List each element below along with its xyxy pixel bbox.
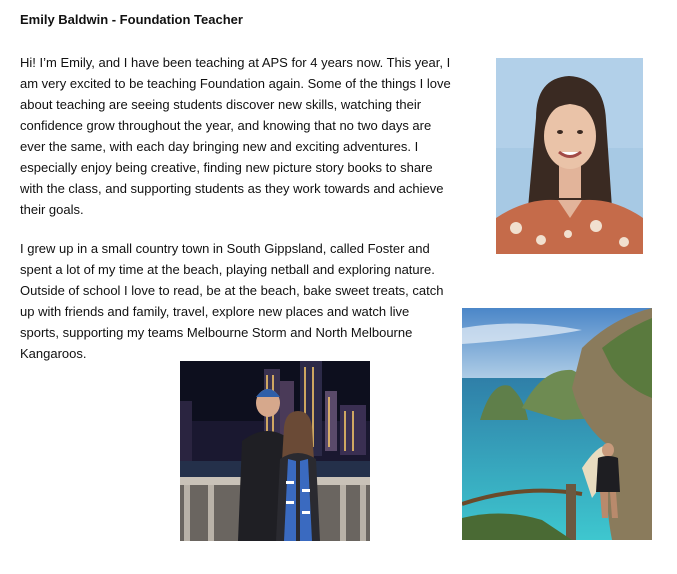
page-title: Emily Baldwin - Foundation Teacher: [20, 12, 243, 27]
paragraph-line: about teaching are seeing students discover new skills, watching their: [20, 97, 422, 112]
paragraph-line: spent a lot of my time at the beach, playing netball and exploring nature.: [20, 262, 435, 277]
city-couple-photo: [180, 361, 370, 541]
paragraph-line: with the class, and supporting students as they work towards and achieve: [20, 181, 444, 196]
paragraph-line: up with friends and family, travel, explore new places and watch live: [20, 304, 410, 319]
paragraph-line: Kangaroos.: [20, 346, 87, 361]
paragraph-line: sports, supporting my teams Melbourne Storm and North Melbourne: [20, 325, 413, 340]
paragraph-line: Outside of school I love to read, be at the beach, bake sweet treats, catch: [20, 283, 444, 298]
paragraph-line: I grew up in a small country town in South Gippsland, called Foster and: [20, 241, 430, 256]
paragraph-line: their goals.: [20, 202, 84, 217]
paragraph-line: ever the same, with each day bringing new and exciting adventures. I: [20, 139, 419, 154]
paragraph-line: Hi! I’m Emily, and I have been teaching at APS for 4 years now. This year, I: [20, 55, 451, 70]
background-paragraph: [20, 238, 443, 364]
paragraph-line: especially enjoy being creative, finding new picture story books to share: [20, 160, 433, 175]
paragraph-line: confidence grow throughout the year, and knowing that no two days are: [20, 118, 432, 133]
portrait-photo: [496, 58, 643, 254]
paragraph-line: am very excited to be teaching Foundation again. Some of the things I love: [20, 76, 451, 91]
intro-paragraph: [20, 52, 451, 220]
coastal-cliff-photo: [462, 308, 652, 540]
